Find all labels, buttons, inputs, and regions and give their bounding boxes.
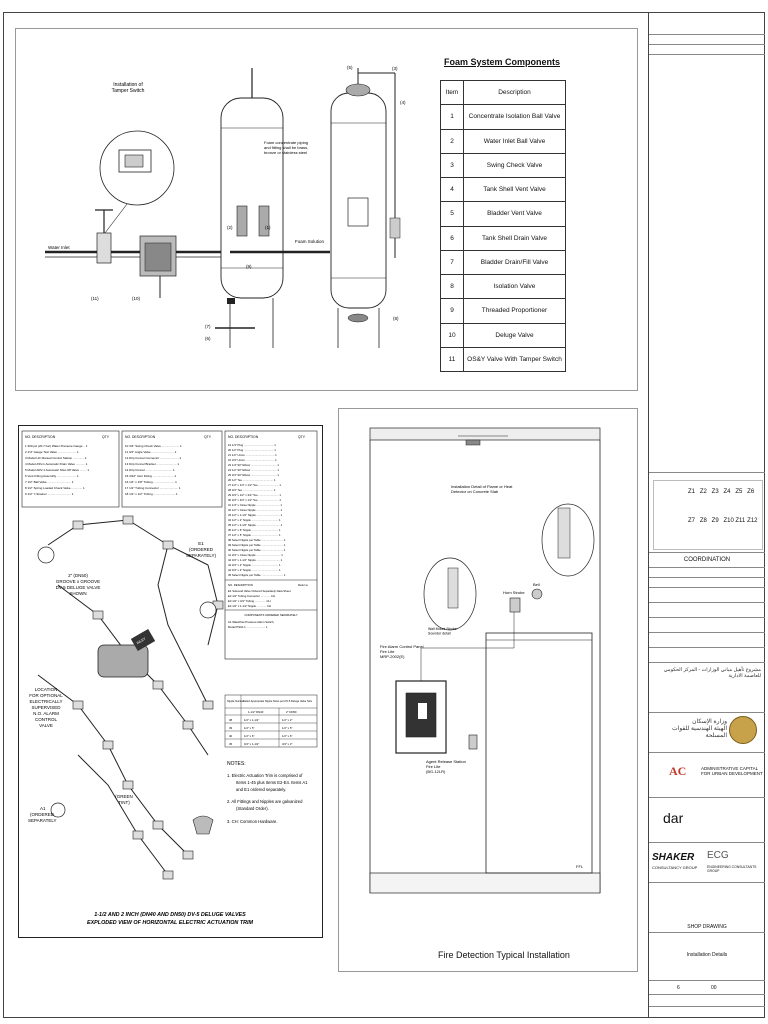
item-description: Tank Shell Drain Valve <box>464 226 566 250</box>
list1-qty: QTY. <box>102 435 110 439</box>
item-number: 9 <box>441 299 464 323</box>
item-number: 6 <box>441 226 464 250</box>
item-description: Bladder Vent Valve <box>464 202 566 226</box>
table-header-row <box>441 81 566 105</box>
ecg-subtitle: ENGINEERING CONSULTANTS GROUP <box>707 865 757 873</box>
table-row <box>441 129 566 153</box>
item-description: OS&Y Valve With Tamper Switch <box>464 347 566 371</box>
acud-logo: AC <box>669 764 687 778</box>
list3b-refer: Refer to <box>298 583 308 587</box>
parts-list-item: 39 Select Nipple per Table ............................ 1 <box>228 543 286 547</box>
nipple-cell: 1/2" x 5" <box>282 726 293 730</box>
table-row <box>441 178 566 202</box>
osy-valve-11 <box>97 233 111 263</box>
parts-list-item: 8 1/2" Spring Loaded Check Valve ............. 1 <box>25 486 85 490</box>
nipple-cell: 38 <box>229 718 233 722</box>
parts-list-item: 41 3/4" x Close Nipple ............................... 1 <box>228 553 283 557</box>
nipple-col-dn40: 1-1/2" DN40 <box>248 710 264 714</box>
tamper-detail-bubble <box>100 131 174 205</box>
parts-list-item: 22 3/4" Union ..................................... 1 <box>228 458 277 462</box>
item-number: 1 <box>441 105 464 129</box>
parts-list-item: 30 3/4" x 3/4" x 1/2" Tee .......................... 1 <box>228 498 281 502</box>
item-number: 3 <box>441 153 464 177</box>
parts-list-item: 2 1/4" Gauge Test Valve ...................... 1 <box>25 450 79 454</box>
note-1: 1. Electric Actuation Trim is comprised of Items 1-45 plus Items E2-E4. Items A1 and E1 ordered separately. <box>227 773 308 792</box>
parts-list-item: 19 1/4" Plug ...................................... 1 <box>228 443 276 447</box>
trim-title-line2: EXPLODED VIEW OF HORIZONTAL ELECTRIC ACTUATION TRIM <box>86 920 254 926</box>
sheet-number: 6 <box>677 985 680 991</box>
nipple-cell: 1/2" x 6" <box>244 734 255 738</box>
parts-list-item: 27 1/2" x 1/4" x 1/2" Tee .......................... 1 <box>228 483 281 487</box>
optional-valve-location-label: LOCATION FOR OPTIONAL ELECTRICALLY SUPERVISED N.O. ALARM CONTROL VALVE <box>29 687 63 728</box>
zone-label: Z7 <box>688 517 696 524</box>
zone-label: Z10 <box>723 517 734 524</box>
item-description: Concentrate Isolation Ball Valve <box>464 105 566 129</box>
nipple-col-dn50: 2" DN50 <box>286 710 297 714</box>
tamper-label: Installation of Tamper Switch <box>111 82 145 94</box>
parts-list-item: 45 Select Nipple per Table ............................ 1 <box>228 573 286 577</box>
agent-release-label: Agent Release Station Fire Lite (BG-12LR) <box>426 759 466 774</box>
item-number: 2 <box>441 129 464 153</box>
note-2: 2. All Fittings and Nipples are galvanized (Standard Order). <box>227 799 303 811</box>
parts-list-item: 3 Model HC Manual Control Station ............. 1 <box>25 456 87 460</box>
project-name-ar: مشروع تأهيل مباني الوزارات - المركز الحكومي للعاصمة الادارية <box>663 667 761 679</box>
callout-4: (4) <box>400 100 406 105</box>
item-number: 8 <box>441 275 464 299</box>
shaker-subtitle: CONSULTANCY GROUP <box>652 865 698 870</box>
sheet-title: Installation Details <box>686 952 728 958</box>
alarm-panel-label: Fire Alarm Control Panel Fire Lite MRP-2002(E) <box>380 644 424 659</box>
bladder-tank-2 <box>331 93 386 308</box>
parts-list-item: 6 Vent Fitting Assembly ....................... 1 <box>25 474 79 478</box>
list3-header: NO. DESCRIPTION <box>228 435 259 439</box>
parts-list-item: 38 Select Nipple per Table ............................ 1 <box>228 538 286 542</box>
parts-list-item: 13 Drip Funnel Bracket ........................ 1 <box>125 462 180 466</box>
zone-label: Z12 <box>747 517 758 524</box>
table-row <box>441 250 566 274</box>
parts-list-item: 1 300 psi (20.7 bar) Water Pressure Gauge .. 1 <box>25 444 88 448</box>
col-item-header: Item <box>441 81 464 105</box>
flame-detector-icon <box>466 440 480 445</box>
parts-list-item: 7 1/2" Ball Valve ............................ 1 <box>25 480 74 484</box>
shop-drawing-label: SHOP DRAWING <box>687 924 727 930</box>
item-number: 5 <box>441 202 464 226</box>
ceiling-slab <box>370 428 600 440</box>
parts-list-item: 17 1/2" Tubing Connector ...................... 1 <box>125 486 181 490</box>
parts-list-item: 15 3/32" Vent Fitting ......................... 1 <box>125 474 177 478</box>
nipple-cell: 1/2" x 2" <box>282 718 293 722</box>
table-row <box>441 323 566 347</box>
item-description: Deluge Valve <box>464 323 566 347</box>
list3b-header: NO. DESCRIPTION <box>228 583 253 587</box>
callout-7: (7) <box>205 324 211 329</box>
nipple-size-table <box>225 695 317 747</box>
parts-list-item: 31 1/4" x Close Nipple .............................. 1 <box>228 503 283 507</box>
parts-list-item: 21 1/2" Union ..................................... 1 <box>228 453 277 457</box>
dar-logo: dar <box>663 810 684 826</box>
callout-8: (8) <box>393 316 399 321</box>
zone-label: Z5 <box>735 489 743 495</box>
nipple-cell: 3/4" x 3" <box>282 742 293 746</box>
parts-list-item: 44 3/4" x 3" Nipple .................................. 1 <box>228 568 281 572</box>
item-number: 7 <box>441 250 464 274</box>
trim-notes <box>227 761 308 824</box>
trim-title-line1: 1-1/2 AND 2 INCH (DN40 AND DN50) DV-5 DELUGE VALVES <box>94 912 246 918</box>
parts-list-item: 43 3/4" x 2" Nipple .................................. 1 <box>228 563 281 567</box>
bell-icon <box>532 589 542 599</box>
deluge-trim-drawing <box>18 425 323 938</box>
horn-strobe-icon <box>510 598 520 612</box>
inlet-label: INLET <box>135 636 147 646</box>
table-row <box>441 347 566 371</box>
note-3: 3. CH: Common Hardware. <box>227 819 278 824</box>
parts-list-item: 9 1/2" Y-Strainer ............................ 1 <box>25 492 74 496</box>
parts-list-item: E4 1/2" x 1-1/2" Nipple ............ CH <box>228 604 272 608</box>
ministry-name-ar: وزارة الإسكان الهيئة الهندسية للقوات المسلحة <box>672 719 727 739</box>
parts-list-item: 16 1/4" x 1/8" Tubing ......................... 1 <box>125 480 177 484</box>
parts-list-item: 20 1/2" Plug ...................................... 1 <box>228 448 276 452</box>
parts-list-item: 28 3/4" Tee ....................................... 1 <box>228 488 276 492</box>
nipple-cell: 3/4" x 1-1/2" <box>244 742 260 746</box>
nipple-cell: 40 <box>229 734 233 738</box>
parts-list-item: E2 1/2" Tubing Connector ............ CH <box>228 594 275 598</box>
green-tint-label: (GREEN TINT) <box>115 794 133 805</box>
parts-list-item: 5 Model ARV-1 Automatic Shut-Off Valve ........ 1 <box>25 468 90 472</box>
pressure-gauge-icon <box>200 602 216 618</box>
parts-list-item: 42 3/4" x 1-1/2" Nipple .............................. 1 <box>228 558 283 562</box>
parts-list-item: 12 Drip Funnel Connector ...................... 1 <box>125 456 182 460</box>
floor-slab <box>370 873 600 893</box>
ordered-separately-header: COMPONENTS ORDERED SEPARATELY <box>244 613 298 617</box>
item-description: Threaded Proportioner <box>464 299 566 323</box>
parts-list-item: E1 Solenoid Valve Ordered Separately Data Sheet <box>228 589 291 593</box>
callout-11: (11) <box>91 296 99 301</box>
table-row <box>441 153 566 177</box>
nipple-col-desc: Select Appropriate Nipple Sizes per DV-5 Deluge Valve Size <box>243 700 313 703</box>
item-description: Bladder Drain/Fill Valve <box>464 250 566 274</box>
revision-number: 00 <box>711 985 717 991</box>
foam-components-table <box>440 80 566 372</box>
table-row <box>441 226 566 250</box>
foam-solution-label: Foam Solution <box>295 239 325 244</box>
title-block <box>648 12 765 1018</box>
wall-mount-label: Wall Mount Strobe Sounder detail <box>428 627 457 636</box>
callout-5: (5) <box>347 65 353 70</box>
parts-list-item: 36 1/2" x 6" Nipple .................................. 1 <box>228 528 281 532</box>
parts-list-1 <box>25 444 89 496</box>
nipple-cell: 1/2" x 6" <box>282 734 293 738</box>
item-description: Water Inlet Ball Valve <box>464 129 566 153</box>
pressure-gauge-icon <box>38 547 54 563</box>
item-description: Swing Check Valve <box>464 153 566 177</box>
parts-list-item: 11 3/4" Angle Valve ........................... 1 <box>125 450 177 454</box>
parts-list-item: E3 1/2" x 3/4" Tubing .............. CH <box>228 599 271 603</box>
item-number: 4 <box>441 178 464 202</box>
nipple-cell: 1/2" x 1-1/2" <box>244 718 260 722</box>
list3-qty: QTY. <box>298 435 306 439</box>
zone-label: Z9 <box>711 517 719 524</box>
list2-qty: QTY. <box>204 435 212 439</box>
agent-release-station <box>469 735 477 749</box>
exploded-trim-view <box>38 520 218 875</box>
parts-list-item: 35 1/2" x 2-1/2" Nipple .............................. 1 <box>228 523 283 527</box>
foam-components-title: Foam System Components <box>444 57 561 67</box>
ecg-logo: ECG <box>707 850 729 861</box>
parts-list-2 <box>125 444 182 496</box>
flame-detail-label: Installation Detail of Flame or Heat Detector on Concrete Slab <box>451 484 513 494</box>
item-description: Tank Shell Vent Valve <box>464 178 566 202</box>
callout-3: (3) <box>392 66 398 71</box>
parts-list-item: 23 1/4" 90° Elbow ................................. 1 <box>228 463 279 467</box>
acud-name: ADMINISTRATIVE CAPITAL FOR URBAN DEVELOPMENT <box>701 766 763 776</box>
table-row <box>441 202 566 226</box>
parts-list-item: 29 3/4" x 1/2" x 3/4" Tee .......................... 1 <box>228 493 281 497</box>
parts-list-item: 24 1/2" 90° Elbow ................................. 1 <box>228 468 279 472</box>
door <box>486 633 592 873</box>
nipple-cell: 39 <box>229 726 233 730</box>
dv5-deluge-valve-body <box>98 645 148 677</box>
parts-list-item: 33 1/2" x 1-1/2" Nipple .............................. 1 <box>228 513 283 517</box>
callout-9: (9) <box>246 264 252 269</box>
parts-list-item: 37 1/2" x 5" Nipple .................................. 1 <box>228 533 281 537</box>
zone-label: Z11 <box>735 517 746 524</box>
parts-list-item: 34 1/2" x 2" Nipple .................................. 1 <box>228 518 281 522</box>
horn-strobe-label: Horn Strobe <box>503 590 525 595</box>
fire-detection-title: Fire Detection Typical Installation <box>438 950 570 960</box>
water-inlet-label: Water Inlet <box>48 245 70 250</box>
dv5-valve-label: 2" (DN50) GROOVE x GROOVE DV-5 DELUGE VALVE SHOWN <box>55 573 101 596</box>
key-plan <box>653 480 763 550</box>
callout-6: (6) <box>205 336 211 341</box>
nipple-cell: 45 <box>229 742 233 746</box>
zone-label: Z4 <box>723 489 731 495</box>
callout-10: (10) <box>132 296 141 301</box>
parts-list-item: 32 1/2" x Close Nipple .............................. 1 <box>228 508 283 512</box>
parts-list-item: 25 3/4" 90° Elbow ................................. 1 <box>228 473 279 477</box>
parts-list-item: 4 Model ASV-1 Automatic Drain Valve ........... 1 <box>25 462 88 466</box>
item-description: Isolation Valve <box>464 275 566 299</box>
ffl-label: FFL <box>576 864 584 869</box>
list2-header: NO. DESCRIPTION <box>125 435 156 439</box>
a1-alarm-label: A1 (ORDERED SEPARATELY <box>28 806 57 823</box>
table-row <box>441 299 566 323</box>
item-number: 11 <box>441 347 464 371</box>
parts-list-item: 26 1/2" Tee ....................................... 1 <box>228 478 276 482</box>
parts-list-item: 10 3/4" Swing Check Valve ..................... 1 <box>125 444 182 448</box>
parts-list-item: 18 1/2" x 1/2" Tubing .......................... 1 <box>125 492 178 496</box>
col-desc-header: Description <box>464 81 566 105</box>
nipple-col-number: Nipple Number <box>227 700 245 703</box>
table-row <box>441 275 566 299</box>
zone-label: Z8 <box>699 517 707 524</box>
drip-funnel-icon <box>193 816 213 834</box>
notes-heading: NOTES: <box>227 761 246 767</box>
ordered-separately-text: A1 Waterflow Pressure Alarm Switch, Model PS10-1 ........................ 1 <box>228 620 275 629</box>
shaker-logo: SHAKER <box>652 852 695 863</box>
parts-list-item: 14 Drip Funnel ................................ 1 <box>125 468 175 472</box>
list1-header: NO. DESCRIPTION <box>25 435 56 439</box>
zone-label: Z3 <box>711 489 719 495</box>
zone-label: Z2 <box>699 489 707 495</box>
parts-list-3 <box>225 443 317 629</box>
bell-label: Bell <box>533 582 540 587</box>
parts-list-item: 40 Select Nipple per Table ............................ 1 <box>228 548 286 552</box>
zone-label: Z1 <box>688 489 696 495</box>
item-number: 10 <box>441 323 464 347</box>
zone-label: Z6 <box>747 489 755 495</box>
callout-1: (1) <box>265 225 271 230</box>
e1-solenoid-label: E1 (ORDERED SEPARATELY) <box>185 541 217 558</box>
table-row <box>441 105 566 129</box>
fire-detection-drawing <box>338 408 638 972</box>
piping-note: Foam concentrate piping and fitting shall be brass, bronze or stainless steel <box>264 140 309 155</box>
coordination-heading: COORDINATION <box>683 557 731 563</box>
ministry-seal-icon <box>729 716 757 744</box>
nipple-cell: 1/2" x 5" <box>244 726 255 730</box>
callout-2: (2) <box>227 225 233 230</box>
